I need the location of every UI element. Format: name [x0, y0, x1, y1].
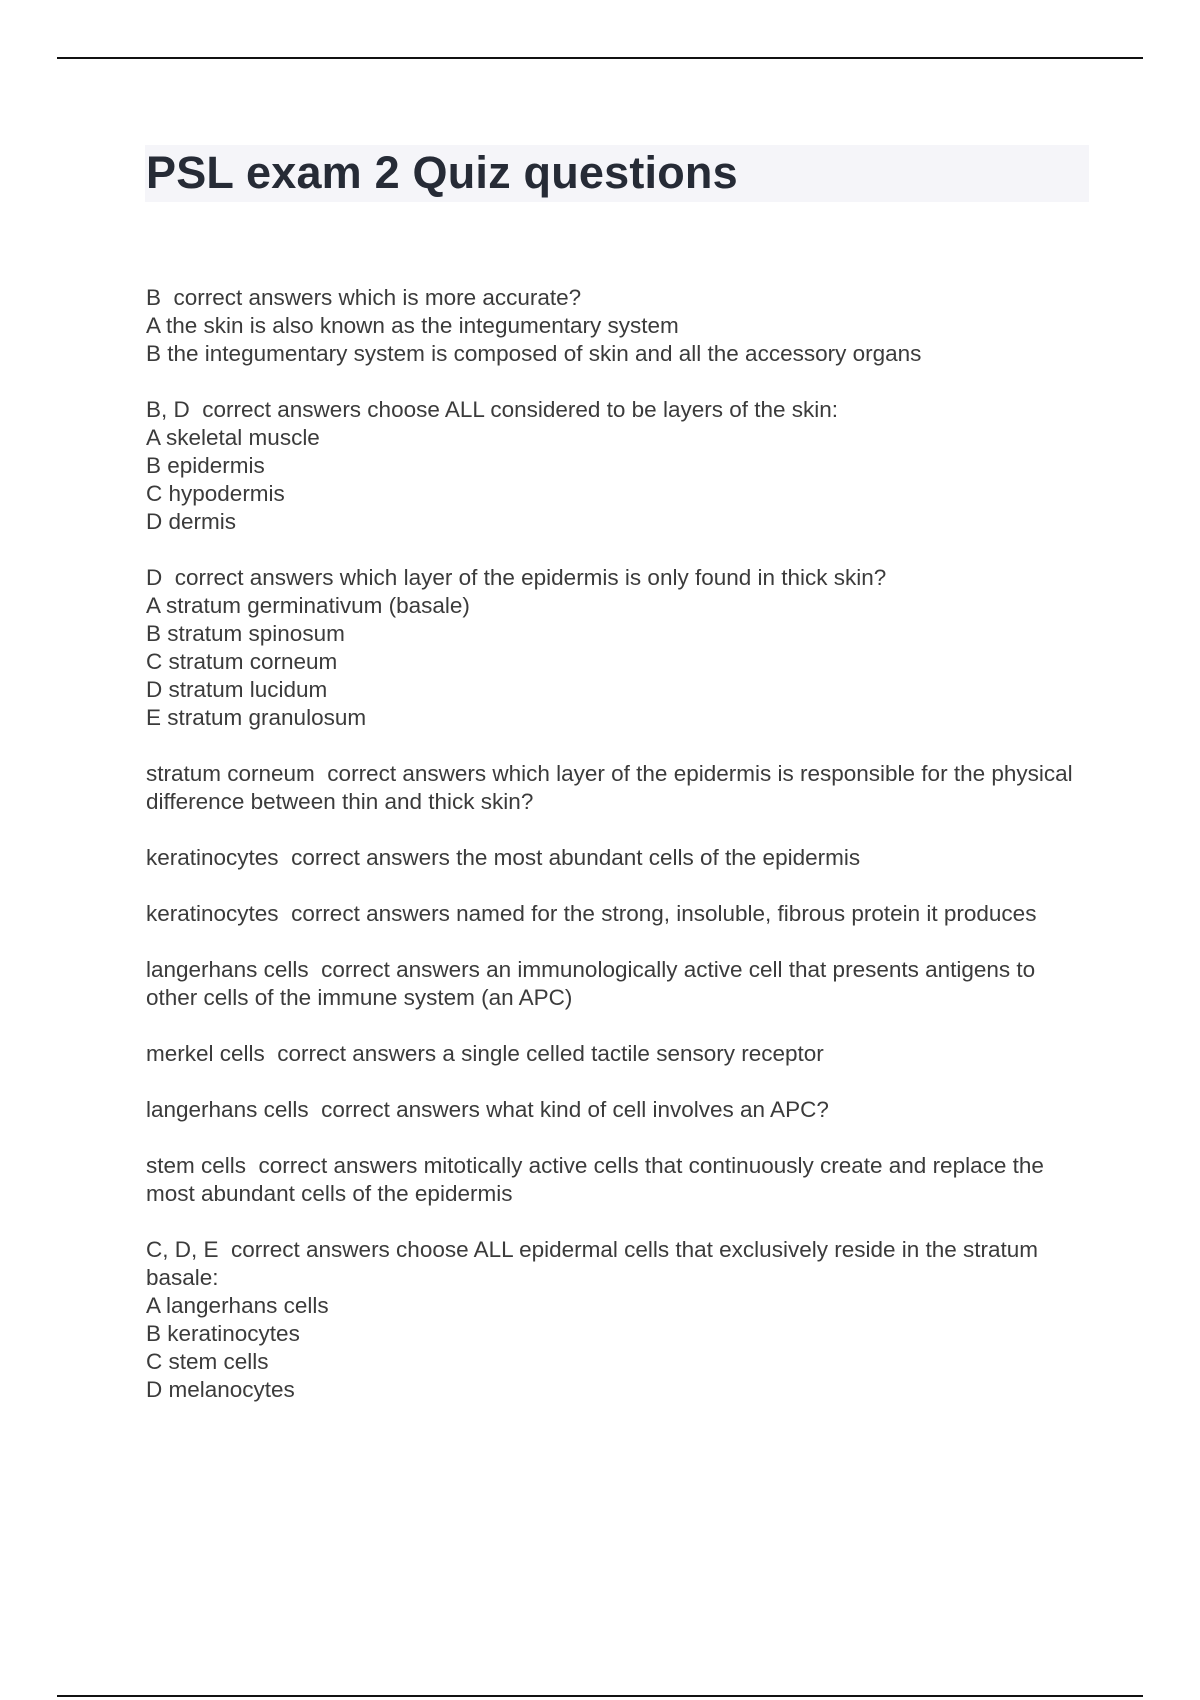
qa-question: merkel cells correct answers a single celled tactile sensory receptor [146, 1041, 824, 1066]
qa-entry [146, 844, 1086, 872]
qa-option: A stratum germinativum (basale) [146, 593, 470, 618]
qa-question: keratinocytes correct answers named for the strong, insoluble, fibrous protein it produces [146, 901, 1037, 926]
qa-option: D melanocytes [146, 1377, 295, 1402]
qa-option: D stratum lucidum [146, 677, 328, 702]
qa-option: D dermis [146, 509, 237, 534]
qa-entry [146, 1236, 1086, 1404]
qa-question: stem cells correct answers mitotically active cells that continuously create and replace the most abundant cells of the epidermis [146, 1153, 1051, 1206]
qa-question: langerhans cells correct answers what kind of cell involves an APC? [146, 1097, 829, 1122]
qa-question: langerhans cells correct answers an immunologically active cell that presents antigens to other cells of the immune system (an APC) [146, 957, 1042, 1010]
qa-option: B epidermis [146, 453, 265, 478]
qa-question: keratinocytes correct answers the most abundant cells of the epidermis [146, 845, 861, 870]
bottom-rule [57, 1695, 1143, 1697]
qa-entry [146, 564, 1086, 732]
qa-option: C stratum corneum [146, 649, 338, 674]
qa-option: A skeletal muscle [146, 425, 320, 450]
qa-option: E stratum granulosum [146, 705, 367, 730]
qa-entry [146, 284, 1086, 368]
qa-entry [146, 1152, 1086, 1208]
qa-entry [146, 1040, 1086, 1068]
qa-question: D correct answers which layer of the epidermis is only found in thick skin? [146, 565, 887, 590]
qa-option: A langerhans cells [146, 1293, 329, 1318]
qa-option: B keratinocytes [146, 1321, 300, 1346]
qa-question: B correct answers which is more accurate? [146, 285, 582, 310]
qa-option: C stem cells [146, 1349, 269, 1374]
qa-option: B stratum spinosum [146, 621, 345, 646]
qa-question: C, D, E correct answers choose ALL epidermal cells that exclusively reside in the stratum basale: [146, 1237, 1045, 1290]
qa-option: C hypodermis [146, 481, 285, 506]
qa-entry [146, 396, 1086, 536]
top-rule [57, 57, 1143, 59]
qa-entry [146, 760, 1086, 816]
qa-question: B, D correct answers choose ALL considered to be layers of the skin: [146, 397, 839, 422]
qa-question: stratum corneum correct answers which layer of the epidermis is responsible for the physical difference between thin and thick skin? [146, 761, 1079, 814]
quiz-content [146, 284, 1086, 1432]
qa-entry [146, 1096, 1086, 1124]
qa-entry [146, 956, 1086, 1012]
page-title: PSL exam 2 Quiz questions [146, 147, 738, 198]
qa-option: A the skin is also known as the integumentary system [146, 313, 679, 338]
qa-entry [146, 900, 1086, 928]
qa-option: B the integumentary system is composed of skin and all the accessory organs [146, 341, 922, 366]
